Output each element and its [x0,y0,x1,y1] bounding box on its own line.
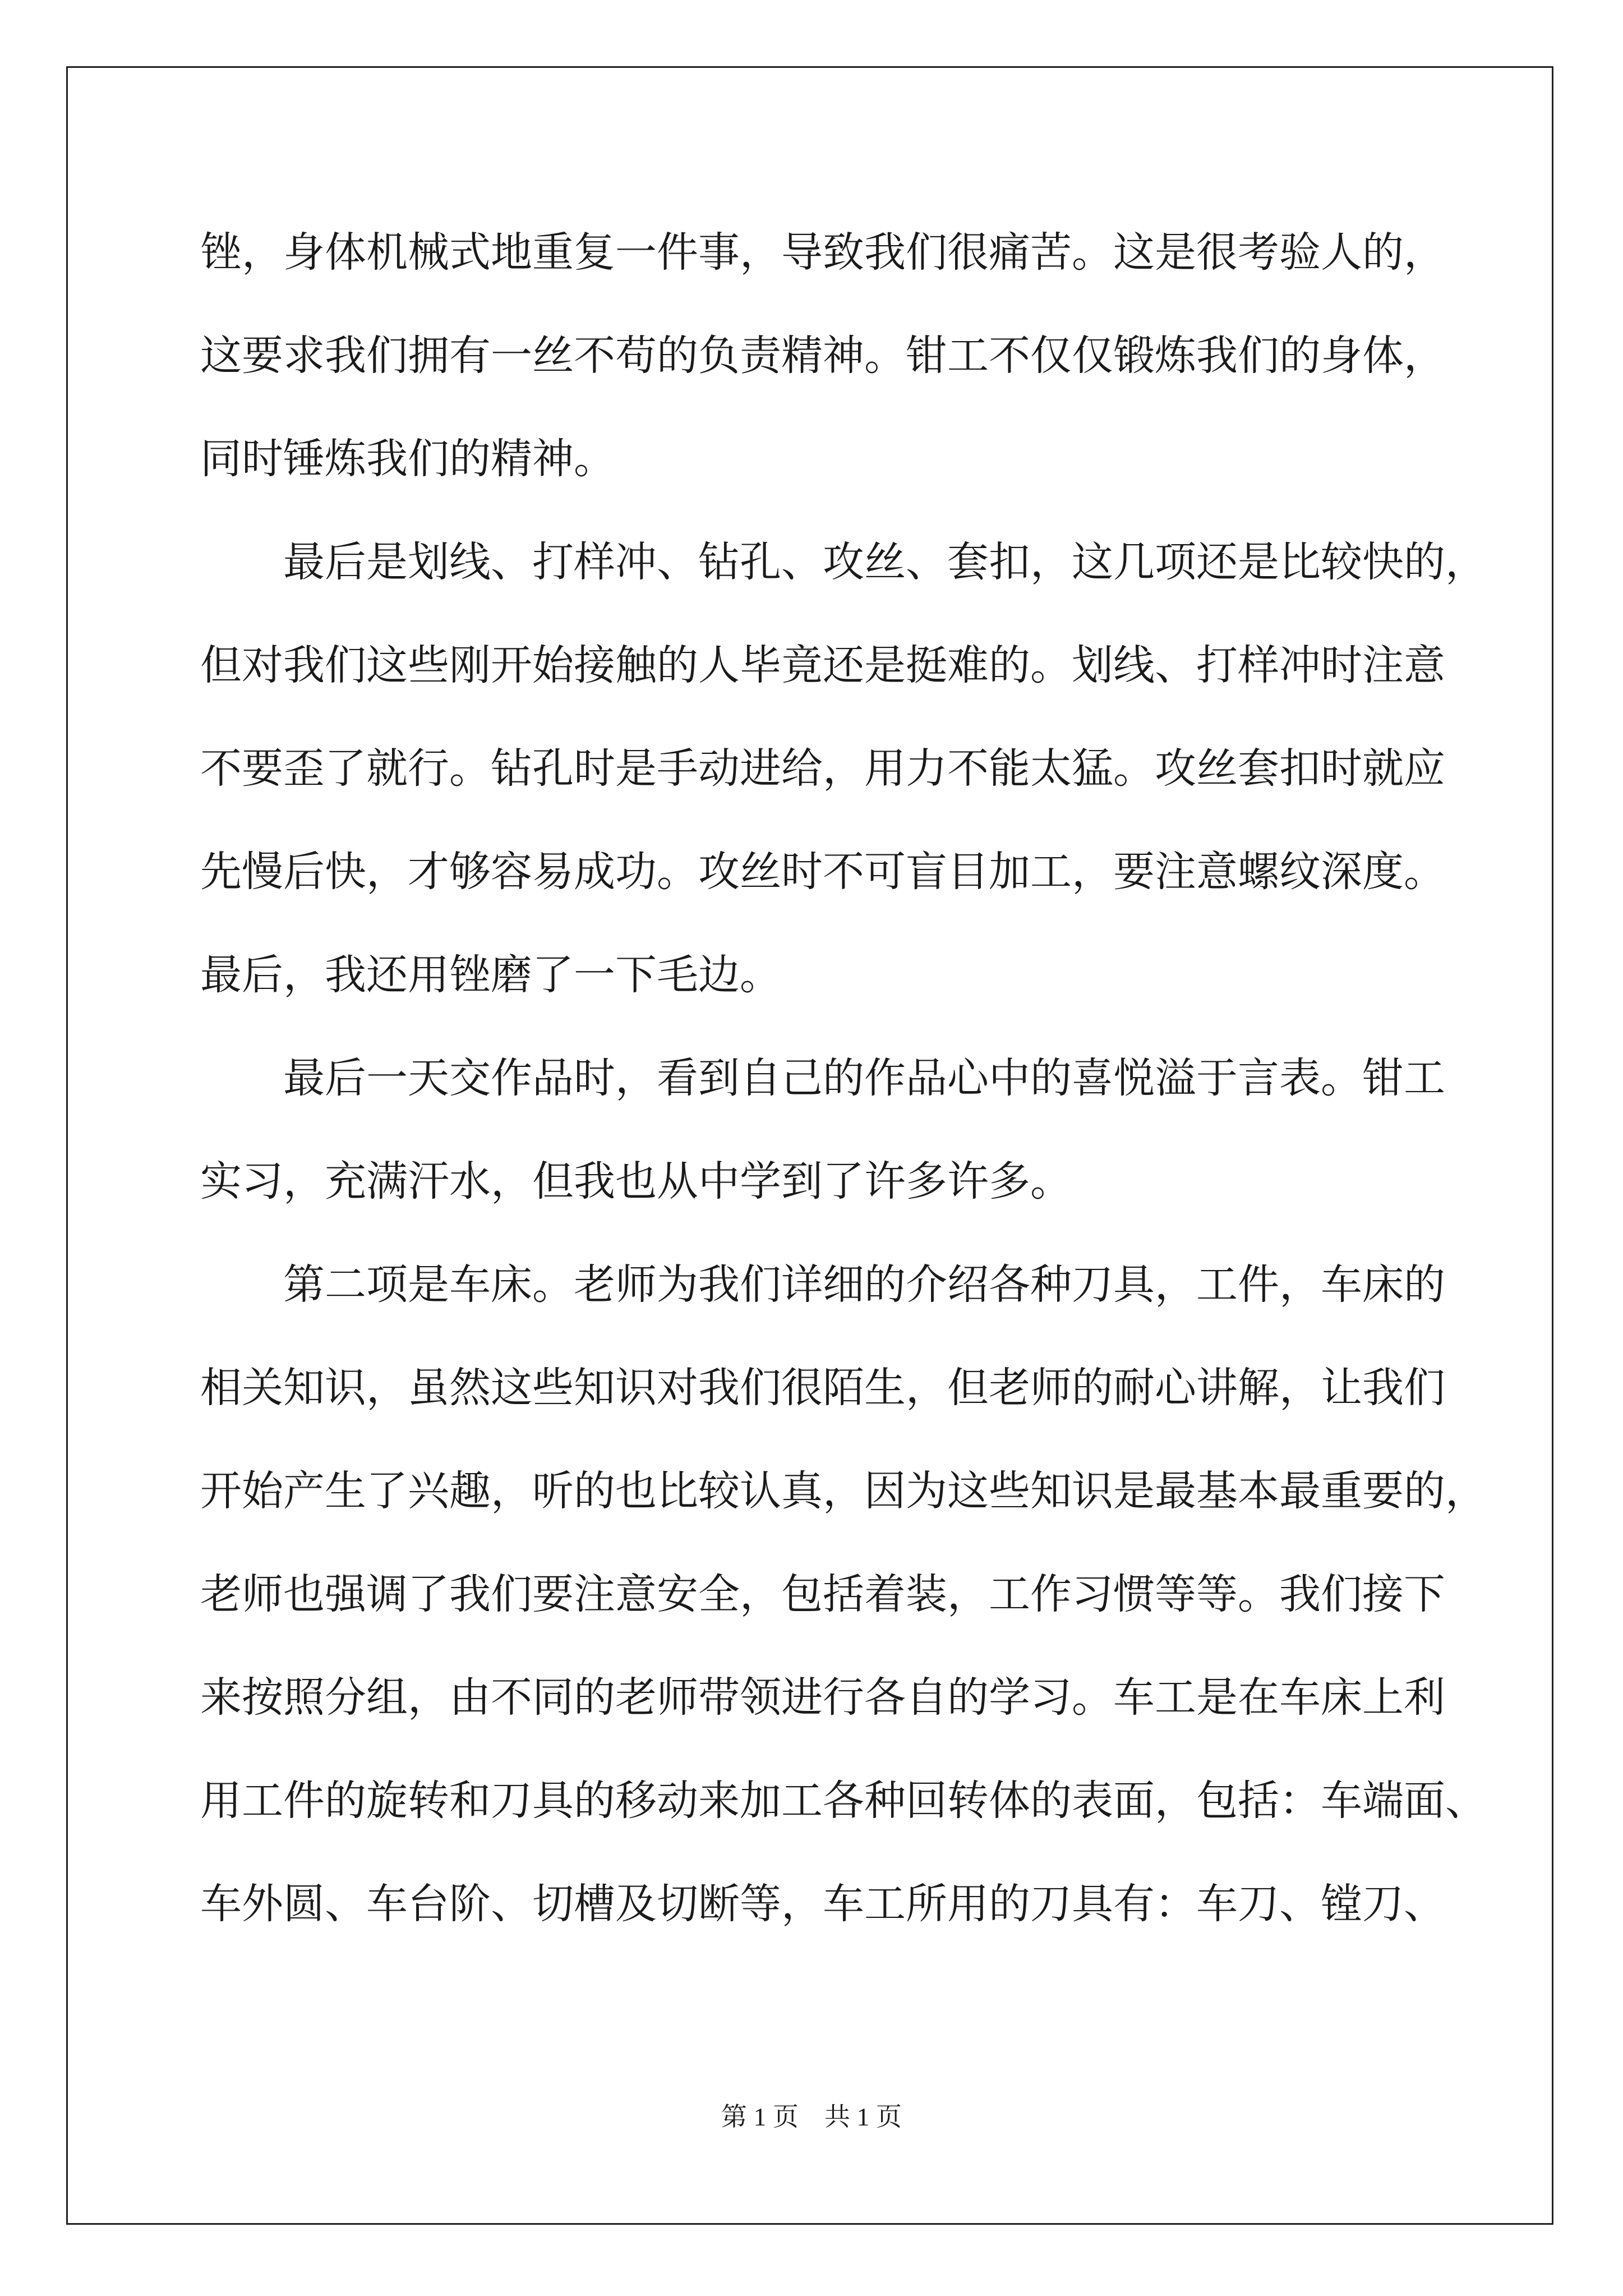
text-line: 不要歪了就行。钻孔时是手动进给，用力不能太猛。攻丝套扣时就应 [200,744,1445,793]
text-line: 第二项是车床。老师为我们详细的介绍各种刀具，工件，车床的 [200,1260,1445,1309]
text-line: 最后一天交作品时，看到自己的作品心中的喜悦溢于言表。钳工 [200,1054,1445,1102]
document-body [200,201,1487,1955]
text-line: 这要求我们拥有一丝不苟的负责精神。钳工不仅仅锻炼我们的身体， [200,332,1445,380]
text-line: 锉，身体机械式地重复一件事，导致我们很痛苦。这是很考验人的， [200,228,1445,277]
text-line: 最后是划线、打样冲、钻孔、攻丝、套扣，这几项还是比较快的， [200,538,1487,586]
text-line: 用工件的旋转和刀具的移动来加工各种回转体的表面，包括：车端面、 [200,1777,1487,1825]
text-line: 老师也强调了我们要注意安全，包括着装，工作习惯等等。我们接下 [200,1570,1445,1618]
text-line: 同时锤炼我们的精神。 [200,435,615,483]
text-line: 开始产生了兴趣，听的也比较认真，因为这些知识是最基本最重要的， [200,1467,1487,1515]
text-line: 但对我们这些刚开始接触的人毕竟还是挺难的。划线、打样冲时注意 [200,641,1445,689]
page-number: 第 1 页 共 1 页 [721,2102,902,2131]
text-line: 来按照分组，由不同的老师带领进行各自的学习。车工是在车床上利 [200,1673,1445,1722]
text-line: 相关知识，虽然这些知识对我们很陌生，但老师的耐心讲解，让我们 [200,1364,1445,1412]
text-line: 最后，我还用锉磨了一下毛边。 [200,951,781,999]
text-line: 车外圆、车台阶、切槽及切断等，车工所用的刀具有：车刀、镗刀、 [200,1880,1445,1928]
text-line: 实习，充满汗水，但我也从中学到了许多许多。 [200,1157,1072,1205]
text-line: 先慢后快，才够容易成功。攻丝时不可盲目加工，要注意螺纹深度。 [200,848,1445,896]
